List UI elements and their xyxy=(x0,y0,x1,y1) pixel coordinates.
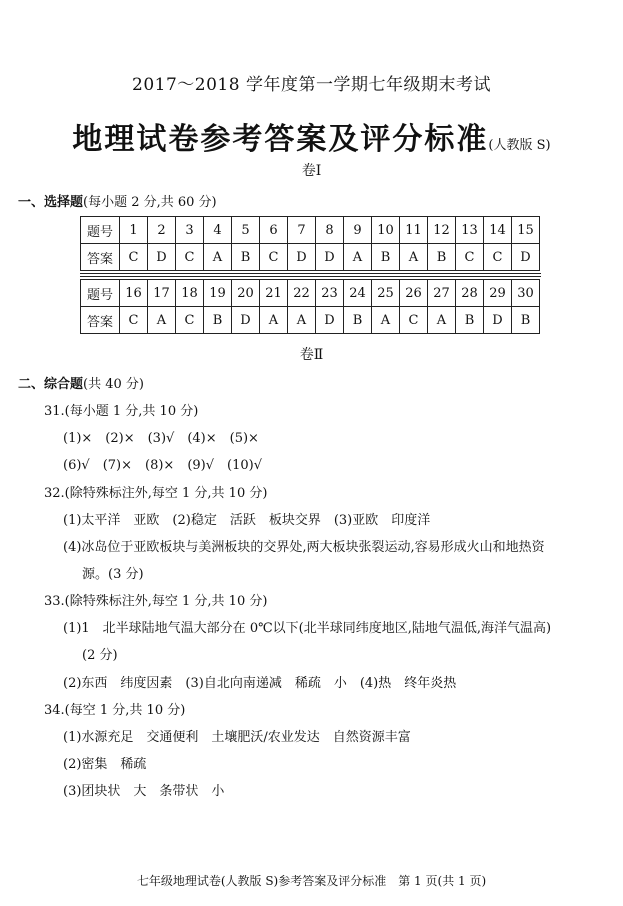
table-cell: A xyxy=(204,244,232,271)
section-2-note: (共 40 分) xyxy=(83,377,144,392)
table-cell: 12 xyxy=(428,217,456,244)
table-cell: D xyxy=(512,244,540,271)
section-1-label: 一、选择题 xyxy=(18,195,84,210)
table-cell: 23 xyxy=(316,280,344,307)
table-cell: B xyxy=(232,244,260,271)
table-cell: 13 xyxy=(456,217,484,244)
table-cell: C xyxy=(176,244,204,271)
table-cell: B xyxy=(428,244,456,271)
table-cell: 25 xyxy=(372,280,400,307)
table-cell: 22 xyxy=(288,280,316,307)
answer-line: (3)团块状 大 条带状 小 xyxy=(63,784,225,799)
table-cell: D xyxy=(232,307,260,334)
question-34-heading: 34.(每空 1 分,共 10 分) xyxy=(44,703,186,718)
table-cell: C xyxy=(456,244,484,271)
answer-line: (2)东西 纬度因素 (3)自北向南递减 稀疏 小 (4)热 终年炎热 xyxy=(63,676,457,691)
question-33-heading: 33.(除特殊标注外,每空 1 分,共 10 分) xyxy=(44,594,268,609)
volume-2-heading: 卷Ⅱ xyxy=(299,347,324,363)
table-cell: B xyxy=(344,307,372,334)
row-label-answer: 答案 xyxy=(81,244,120,271)
table-cell: 3 xyxy=(176,217,204,244)
table-cell: 28 xyxy=(456,280,484,307)
answer-table-2 xyxy=(80,279,540,334)
table-cell: A xyxy=(344,244,372,271)
table-cell: C xyxy=(176,307,204,334)
table-cell: 6 xyxy=(260,217,288,244)
table-cell: C xyxy=(120,307,148,334)
table-cell: 16 xyxy=(120,280,148,307)
table-cell: B xyxy=(372,244,400,271)
table-cell: A xyxy=(148,307,176,334)
table-cell: 1 xyxy=(120,217,148,244)
main-title-text: 地理试卷参考答案及评分标准 xyxy=(72,122,489,157)
table-cell: A xyxy=(400,244,428,271)
row-label-question: 题号 xyxy=(81,280,120,307)
table-cell: C xyxy=(400,307,428,334)
section-1-heading xyxy=(18,191,217,210)
page-title xyxy=(0,114,623,158)
answer-line: (1)1 北半球陆地气温大部分在 0℃以下(北半球同纬度地区,陆地气温低,海洋气温高) xyxy=(63,621,552,636)
table-cell: 8 xyxy=(316,217,344,244)
edition-label: (人教版 S) xyxy=(488,138,551,153)
table-cell: C xyxy=(120,244,148,271)
table-cell: D xyxy=(316,244,344,271)
answer-line: (2 分) xyxy=(82,648,118,663)
section-2-heading xyxy=(18,373,144,392)
table-cell: 29 xyxy=(484,280,512,307)
table-cell: 2 xyxy=(148,217,176,244)
page-footer: 七年级地理试卷(人教版 S)参考答案及评分标准 第 1 页(共 1 页) xyxy=(136,874,487,888)
table-row xyxy=(81,217,540,244)
row-label-answer: 答案 xyxy=(81,307,120,334)
answer-line: (6)√ (7)× (8)× (9)√ (10)√ xyxy=(63,458,262,473)
table-cell: 10 xyxy=(372,217,400,244)
table-cell: 9 xyxy=(344,217,372,244)
table-cell: 14 xyxy=(484,217,512,244)
table-row xyxy=(81,307,540,334)
answer-line: (4)冰岛位于亚欧板块与美洲板块的交界处,两大板块张裂运动,容易形成火山和地热资 xyxy=(63,540,545,555)
table-cell: 21 xyxy=(260,280,288,307)
exam-title: 2017～2018 学年度第一学期七年级期末考试 xyxy=(132,75,491,95)
table-cell: 24 xyxy=(344,280,372,307)
answer-line: 源。(3 分) xyxy=(82,567,144,582)
table-cell: 17 xyxy=(148,280,176,307)
table-cell: C xyxy=(260,244,288,271)
table-cell: C xyxy=(484,244,512,271)
table-divider xyxy=(80,273,541,277)
table-cell: 19 xyxy=(204,280,232,307)
row-label-question: 题号 xyxy=(81,217,120,244)
table-cell: 30 xyxy=(512,280,540,307)
table-cell: D xyxy=(288,244,316,271)
table-cell: A xyxy=(260,307,288,334)
question-31-heading: 31.(每小题 1 分,共 10 分) xyxy=(44,404,199,419)
table-cell: 15 xyxy=(512,217,540,244)
answer-line: (1)水源充足 交通便利 土壤肥沃/农业发达 自然资源丰富 xyxy=(63,730,411,745)
table-cell: 5 xyxy=(232,217,260,244)
volume-1-heading: 卷Ⅰ xyxy=(301,163,322,179)
table-cell: D xyxy=(148,244,176,271)
table-cell: B xyxy=(456,307,484,334)
table-cell: A xyxy=(428,307,456,334)
section-1-note: (每小题 2 分,共 60 分) xyxy=(83,195,217,210)
table-cell: A xyxy=(372,307,400,334)
answer-line: (1)× (2)× (3)√ (4)× (5)× xyxy=(63,431,259,446)
table-cell: 18 xyxy=(176,280,204,307)
answer-table-1 xyxy=(80,216,540,271)
table-cell: A xyxy=(288,307,316,334)
table-cell: 27 xyxy=(428,280,456,307)
section-2-label: 二、综合题 xyxy=(18,377,84,392)
answer-line: (1)太平洋 亚欧 (2)稳定 活跃 板块交界 (3)亚欧 印度洋 xyxy=(63,513,431,528)
table-cell: 20 xyxy=(232,280,260,307)
table-cell: D xyxy=(484,307,512,334)
question-32-heading: 32.(除特殊标注外,每空 1 分,共 10 分) xyxy=(44,486,268,501)
table-cell: B xyxy=(512,307,540,334)
table-row xyxy=(81,280,540,307)
table-cell: 11 xyxy=(400,217,428,244)
table-cell: D xyxy=(316,307,344,334)
answer-line: (2)密集 稀疏 xyxy=(63,757,147,772)
table-cell: 26 xyxy=(400,280,428,307)
table-row xyxy=(81,244,540,271)
table-cell: B xyxy=(204,307,232,334)
table-cell: 7 xyxy=(288,217,316,244)
table-cell: 4 xyxy=(204,217,232,244)
